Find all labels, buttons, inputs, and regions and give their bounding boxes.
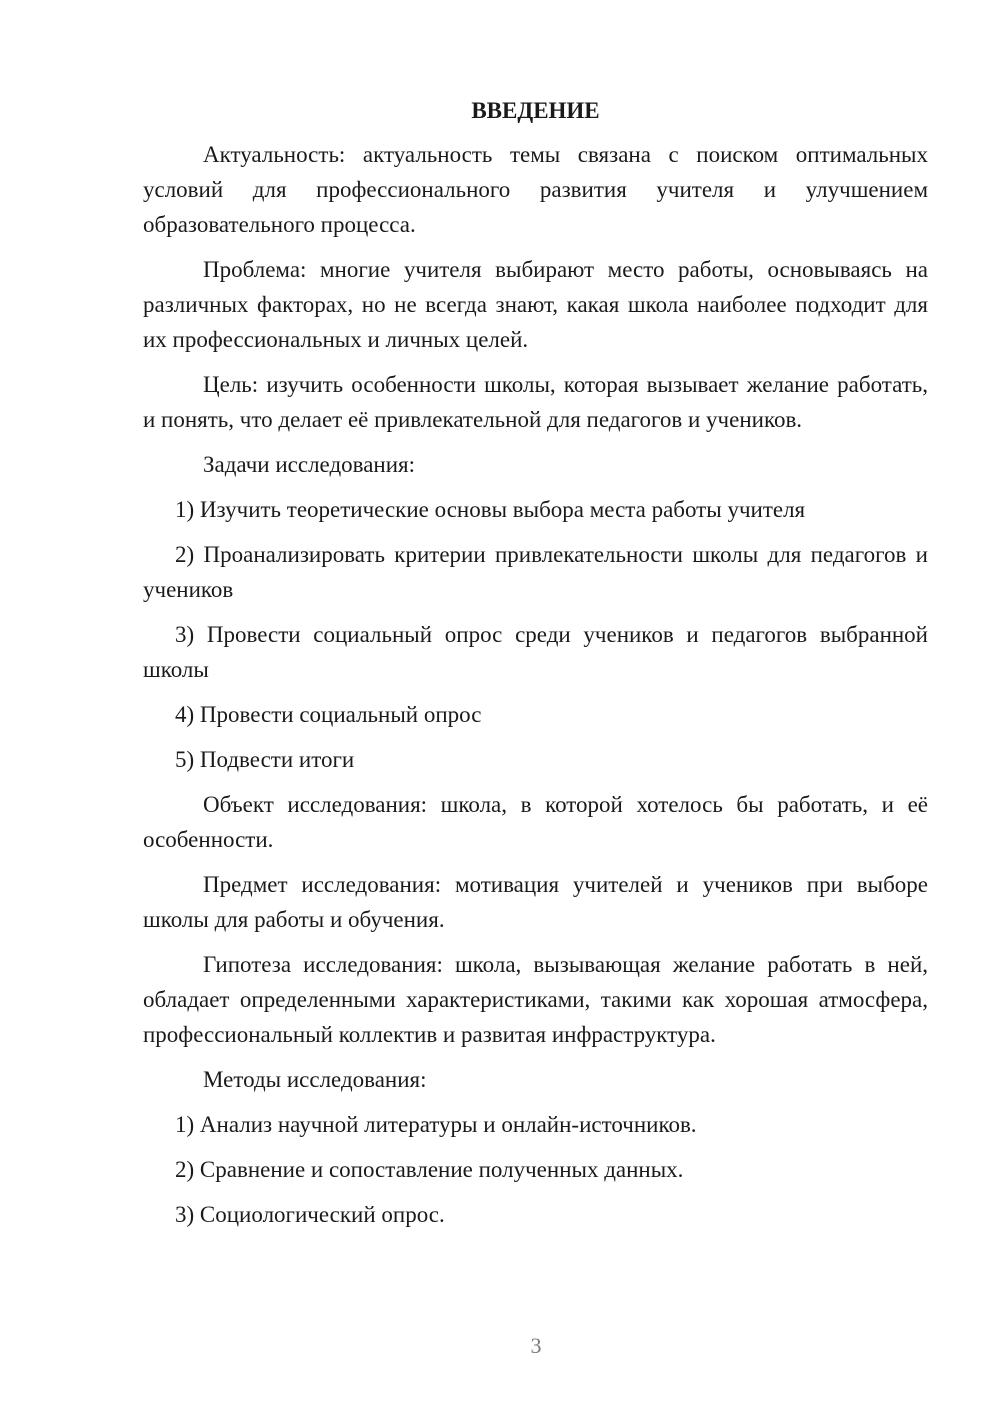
task-item: 2) Проанализировать критерии привлекательности школы для педагогов и учеников [143, 542, 928, 602]
method-item: 1) Анализ научной литературы и онлайн-источников. [175, 1112, 697, 1137]
page-number: 3 [530, 1333, 542, 1358]
method-item: 3) Социологический опрос. [175, 1202, 445, 1227]
subject-paragraph: Предмет исследования: мотивация учителей и учеников при выборе школы для работы и обучения. [143, 872, 928, 932]
hypothesis-paragraph: Гипотеза исследования: школа, вызывающая желание работать в ней, обладает определенными характеристиками, такими как хорошая атмосфера, профессиональный коллектив и развитая инфраструктура. [143, 952, 928, 1047]
relevance-paragraph: Актуальность: актуальность темы связана с поиском оптимальных условий для профессионального развития учителя и улучшением образовательного процесса. [143, 142, 928, 237]
object-paragraph: Объект исследования: школа, в которой хотелось бы работать, и её особенности. [143, 792, 928, 852]
section-title: ВВЕДЕНИЕ [471, 98, 600, 123]
problem-paragraph: Проблема: многие учителя выбирают место работы, основываясь на различных факторах, но не всегда знают, какая школа наиболее подходит для их профессиональных и личных целей. [143, 257, 928, 352]
tasks-heading: Задачи исследования: [203, 452, 416, 477]
page-content [143, 95, 928, 1242]
methods-heading: Методы исследования: [203, 1067, 427, 1092]
task-item: 1) Изучить теоретические основы выбора места работы учителя [175, 497, 806, 522]
task-item: 4) Провести социальный опрос [175, 702, 482, 727]
task-item: 3) Провести социальный опрос среди учеников и педагогов выбранной школы [143, 622, 928, 682]
method-item: 2) Сравнение и сопоставление полученных данных. [175, 1157, 684, 1182]
goal-paragraph: Цель: изучить особенности школы, которая вызывает желание работать, и понять, что делает её привлекательной для педагогов и учеников. [143, 372, 928, 432]
task-item: 5) Подвести итоги [175, 747, 355, 772]
